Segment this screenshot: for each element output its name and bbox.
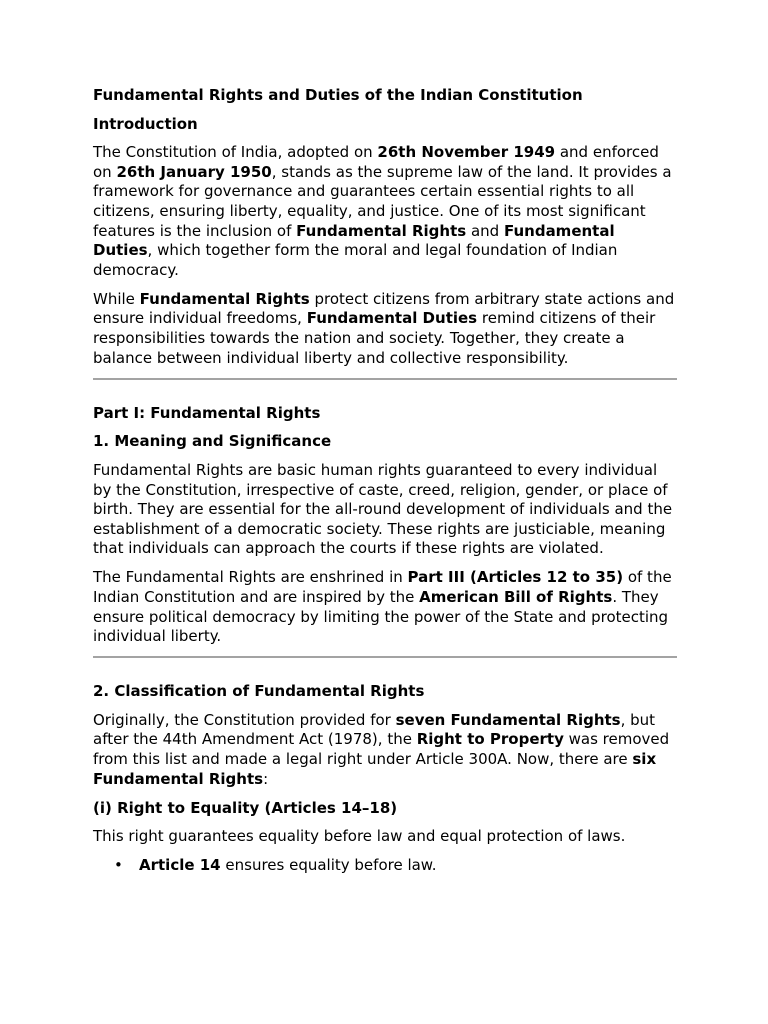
bold-text: Fundamental Rights: [296, 221, 467, 240]
bullet-icon: •: [114, 856, 123, 875]
introduction-paragraph-1: The Constitution of India, adopted on 26th November 1949 and enforced on 26th January 1950, stands as the supreme law of the land. It provides a framework for governance and guarantees certain essential rights to all citizens, ensuring liberty, equality, and justice. One of its most significant features is the inclusion of Fundamental Rights and Fundamental Duties, which together form the moral and legal foundation of Indian democracy.: [93, 143, 672, 279]
right-to-equality-bullet-list: [93, 856, 677, 876]
section-divider: [93, 378, 677, 380]
bold-text: Fundamental Duties: [306, 309, 478, 328]
introduction-heading: Introduction: [93, 114, 198, 133]
list-item: [93, 856, 677, 876]
bold-text: 26th November 1949: [377, 143, 556, 162]
list-item-text: Article 14 ensures equality before law.: [139, 856, 437, 875]
meaning-paragraph-1: Fundamental Rights are basic human rights guaranteed to every individual by the Constitution, irrespective of caste, creed, religion, gender, or place of birth. They are essential for the all-round development of individuals and the establishment of a democratic society. These rights are justiciable, meaning that individuals can approach the courts if these rights are violated.: [93, 460, 673, 558]
bold-text: American Bill of Rights: [419, 587, 613, 606]
bold-text: Article 14: [139, 856, 221, 875]
classification-paragraph: Originally, the Constitution provided for seven Fundamental Rights, but after the 44th Amendment Act (1978), the Right to Property was removed from this list and made a legal right under Article 300A. Now, there are six Fundamental Rights:: [93, 710, 670, 788]
document-title: Fundamental Rights and Duties of the Indian Constitution: [93, 86, 583, 104]
document-page: [93, 86, 677, 876]
introduction-paragraph-2: While Fundamental Rights protect citizens from arbitrary state actions and ensure individual freedoms, Fundamental Duties remind citizens of their responsibilities towards the nation and society. Together, they create a balance between individual liberty and collective responsibility.: [93, 289, 675, 367]
right-to-equality-paragraph: This right guarantees equality before law and equal protection of laws.: [93, 827, 626, 846]
bold-text: 26th January 1950: [116, 162, 272, 181]
meaning-paragraph-2: The Fundamental Rights are enshrined in Part III (Articles 12 to 35) of the Indian Constitution and are inspired by the American Bill of Rights. They ensure political democracy by limiting the power of the State and protecting individual liberty.: [93, 568, 672, 646]
classification-heading: 2. Classification of Fundamental Rights: [93, 682, 425, 701]
bold-text: Fundamental Duties: [93, 221, 615, 260]
section-divider: [93, 656, 677, 658]
bold-text: six Fundamental Rights: [93, 750, 657, 788]
bold-text: Right to Property: [416, 730, 564, 749]
bold-text: Fundamental Rights: [139, 289, 310, 308]
bold-text: seven Fundamental Rights: [395, 710, 621, 729]
bold-text: Part III (Articles 12 to 35): [407, 568, 624, 587]
part-1-heading: Part I: Fundamental Rights: [93, 403, 321, 422]
meaning-heading: 1. Meaning and Significance: [93, 432, 332, 451]
right-to-equality-heading: (i) Right to Equality (Articles 14–18): [93, 798, 398, 817]
